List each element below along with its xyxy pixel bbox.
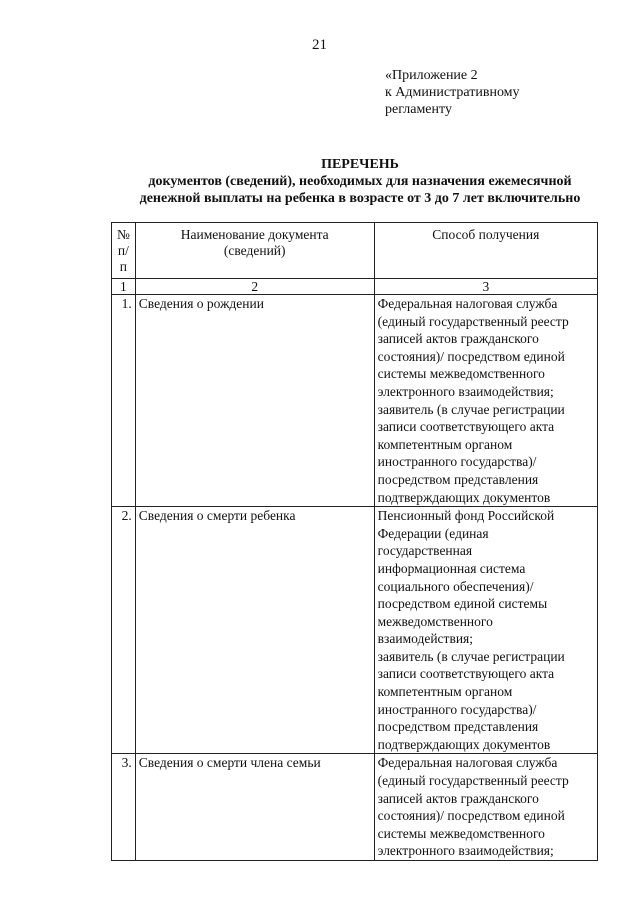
retrieval-method-line: информационная система [377, 560, 526, 576]
title-subtitle-line: документов (сведений), необходимых для назначения ежемесячной [148, 174, 572, 189]
retrieval-method-line: социального обеспечения)/ [377, 578, 534, 594]
document-title [110, 156, 610, 207]
header-text: Наименование документа [180, 227, 329, 242]
table-row [112, 754, 598, 861]
retrieval-method-line: электронного взаимодействия; [377, 843, 554, 859]
retrieval-method-line: записей актов гражданского [377, 790, 539, 806]
retrieval-method-line: межведомственного [377, 613, 493, 629]
column-number-row [112, 279, 598, 295]
appendix-reference [385, 67, 520, 118]
header-number [112, 223, 136, 279]
appendix-line: «Приложение 2 [385, 68, 478, 83]
retrieval-method-line: заявитель (в случае регистрации [377, 648, 565, 664]
retrieval-method-line: записи соответствующего акта [377, 419, 555, 435]
header-text: п/п [117, 243, 129, 274]
column-number: 1 [112, 279, 136, 295]
retrieval-method-line: посредством представления [377, 719, 539, 735]
header-method [374, 223, 597, 279]
document-name: Сведения о рождении [135, 295, 374, 507]
retrieval-method-line: заявитель (в случае регистрации [377, 401, 565, 417]
retrieval-method [374, 754, 597, 861]
header-text: Способ получения [432, 227, 540, 242]
retrieval-method-line: взаимодействия; [377, 631, 474, 647]
retrieval-method-line: записи соответствующего акта [377, 666, 555, 682]
retrieval-method-line: записей актов гражданского [377, 331, 539, 347]
table-header-row [112, 223, 598, 279]
table-row [112, 295, 598, 507]
table-row [112, 507, 598, 754]
retrieval-method-line: состояния)/ посредством единой [377, 348, 565, 364]
retrieval-method-line: компетентным органом [377, 684, 513, 700]
page-number: 21 [312, 37, 327, 53]
title-subtitle-line: денежной выплаты на ребенка в возрасте от 3 до 7 лет включительно [139, 191, 581, 206]
retrieval-method-line: посредством представления [377, 471, 539, 487]
retrieval-method-line: компетентным органом [377, 436, 513, 452]
retrieval-method-line: системы межведомственного [377, 366, 545, 382]
row-number: 1. [112, 295, 136, 507]
document-name: Сведения о смерти члена семьи [135, 754, 374, 861]
retrieval-method-line: (единый государственный реестр [377, 773, 569, 789]
retrieval-method-line: электронного взаимодействия; [377, 383, 554, 399]
retrieval-method-line: государственная [377, 543, 473, 559]
retrieval-method-line: (единый государственный реестр [377, 313, 569, 329]
column-number: 2 [135, 279, 374, 295]
retrieval-method-line: посредством единой системы [377, 596, 548, 612]
retrieval-method [374, 507, 597, 754]
appendix-line: к Административному [385, 85, 520, 100]
row-number: 3. [112, 754, 136, 861]
retrieval-method-line: Федерации (единая [377, 525, 489, 541]
retrieval-method-line: иностранного государства)/ [377, 701, 537, 717]
document-name: Сведения о смерти ребенка [135, 507, 374, 754]
header-text: (сведений) [223, 243, 286, 258]
title-heading: ПЕРЕЧЕНЬ [321, 157, 399, 172]
retrieval-method-line: Федеральная налоговая служба [377, 755, 558, 771]
retrieval-method-line: системы межведомственного [377, 825, 545, 841]
retrieval-method-line: иностранного государства)/ [377, 454, 537, 470]
retrieval-method-line: подтверждающих документов [377, 736, 551, 752]
header-name [135, 223, 374, 279]
documents-table [111, 222, 598, 861]
column-number: 3 [374, 279, 597, 295]
retrieval-method-line: Пенсионный фонд Российской [377, 508, 555, 524]
row-number: 2. [112, 507, 136, 754]
header-text: № [116, 227, 130, 242]
retrieval-method-line: подтверждающих документов [377, 489, 551, 505]
retrieval-method-line: состояния)/ посредством единой [377, 808, 565, 824]
retrieval-method-line: Федеральная налоговая служба [377, 296, 558, 311]
appendix-line: регламенту [385, 102, 452, 117]
retrieval-method [374, 295, 597, 507]
